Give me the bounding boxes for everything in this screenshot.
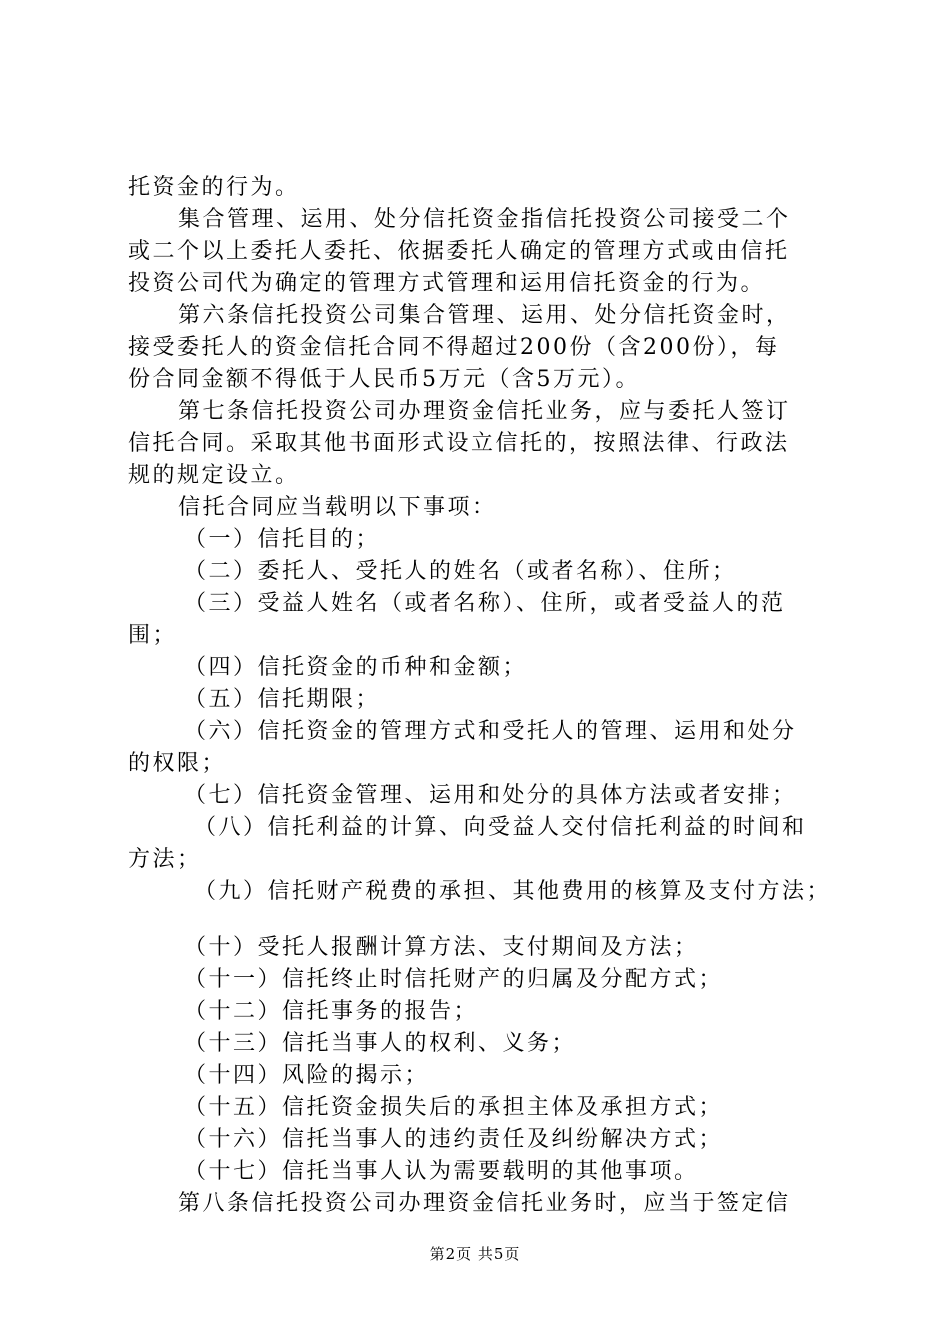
text-line: （十二）信托事务的报告；	[184, 999, 479, 1024]
text-line: 方法；	[128, 847, 202, 872]
text-line: （十四）风险的揭示；	[184, 1063, 430, 1088]
paragraph-gap	[128, 908, 848, 932]
text-line: 投资公司代为确定的管理方式管理和运用信托资金的行为。	[128, 271, 766, 296]
text-line: 信托合同应当载明以下事项：	[178, 495, 497, 520]
text-line: （五）信托期限；	[184, 687, 381, 712]
text-line: 的权限；	[128, 751, 227, 776]
text-line: （十五）信托资金损失后的承担主体及承担方式；	[184, 1095, 724, 1120]
text-line: （十七）信托当事人认为需要载明的其他事项。	[184, 1159, 699, 1184]
text-line: （一）信托目的；	[184, 527, 381, 552]
text-line: （十）受托人报酬计算方法、支付期间及方法；	[184, 935, 699, 960]
text-line: 第八条信托投资公司办理资金信托业务时，应当于签定信	[178, 1191, 791, 1216]
text-line: 信托合同。采取其他书面形式设立信托的，按照法律、行政法	[128, 431, 790, 456]
text-line: 或二个以上委托人委托、依据委托人确定的管理方式或由信托	[128, 239, 790, 264]
document-body	[128, 172, 848, 1220]
text-line: 接受委托人的资金信托合同不得超过200份（含200份），每	[128, 335, 780, 360]
text-line: （三）受益人姓名（或者名称）、住所，或者受益人的范	[184, 591, 786, 616]
text-line: （十三）信托当事人的权利、义务；	[184, 1031, 577, 1056]
text-line: （十六）信托当事人的违约责任及纠纷解决方式；	[184, 1127, 724, 1152]
text-line: 第七条信托投资公司办理资金信托业务，应与委托人签订	[178, 399, 791, 424]
text-line: （十一）信托终止时信托财产的归属及分配方式；	[184, 967, 724, 992]
text-line: 围；	[128, 623, 178, 648]
text-line: （二）委托人、受托人的姓名（或者名称）、住所；	[184, 559, 737, 584]
text-line: 份合同金额不得低于人民币5万元（含5万元）。	[128, 367, 640, 392]
page-footer: 第2页 共5页	[429, 1245, 521, 1263]
text-line: （七）信托资金管理、运用和处分的具体方法或者安排；	[184, 783, 797, 808]
text-line: 第六条信托投资公司集合管理、运用、处分信托资金时，	[178, 303, 791, 328]
text-line: 规的规定设立。	[128, 463, 300, 488]
text-line: （八）信托利益的计算、向受益人交付信托利益的时间和	[194, 815, 807, 840]
text-line: 托资金的行为。	[128, 175, 300, 200]
text-line: （六）信托资金的管理方式和受托人的管理、运用和处分	[184, 719, 797, 744]
text-line: （四）信托资金的币种和金额；	[184, 655, 528, 680]
text-line: （九）信托财产税费的承担、其他费用的核算及支付方法；	[194, 879, 832, 904]
text-line: 集合管理、运用、处分信托资金指信托投资公司接受二个	[178, 207, 791, 232]
